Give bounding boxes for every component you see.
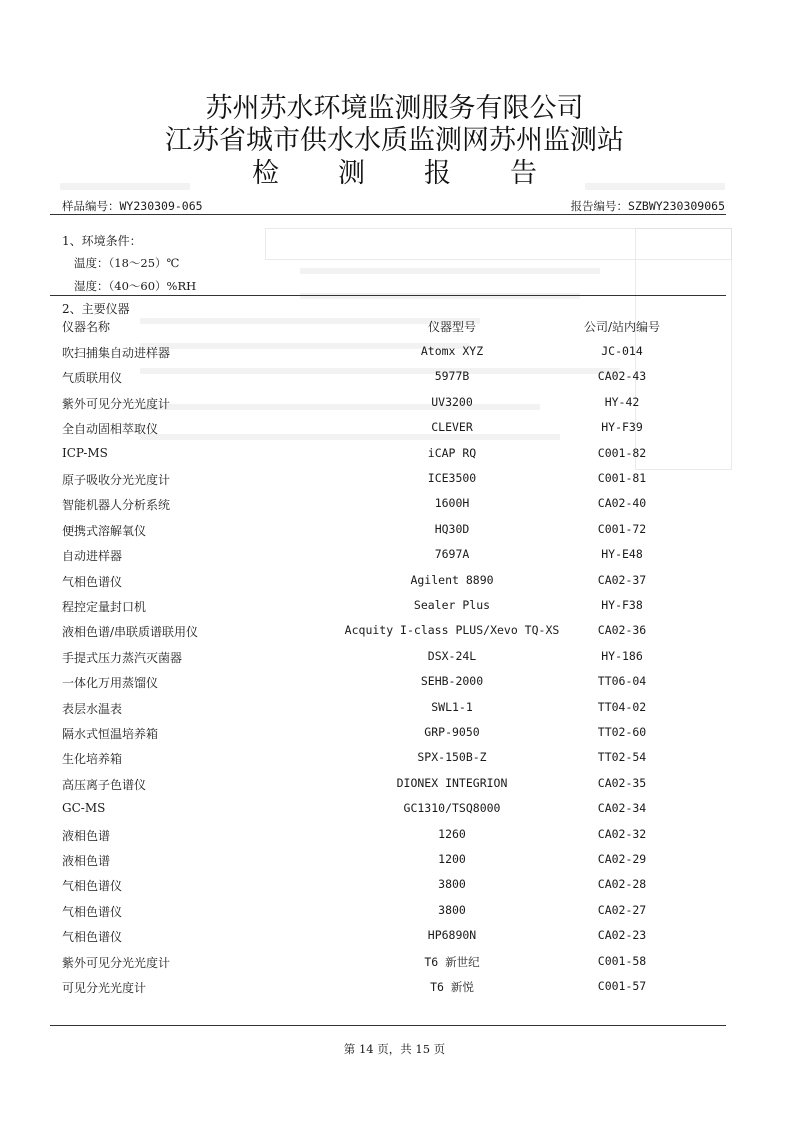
instrument-code: HY-F39 xyxy=(601,420,643,435)
instrument-model: GRP-9050 xyxy=(424,725,480,739)
instruments-heading: 2、主要仪器 xyxy=(62,302,130,316)
instrument-name: 液相色谱 xyxy=(62,854,111,868)
instrument-row xyxy=(62,674,725,692)
instrument-code: TT06-04 xyxy=(597,674,647,689)
instrument-row xyxy=(62,395,725,413)
instrument-model: 1260 xyxy=(438,826,466,841)
bleed-through-mark xyxy=(300,293,580,299)
instrument-table-header xyxy=(62,318,725,336)
sample-number: 样品编号：WY230309-065 xyxy=(62,199,203,213)
instrument-code: CA02-43 xyxy=(597,369,647,384)
instrument-name: 一体化万用蒸馏仪 xyxy=(62,676,159,691)
instrument-row xyxy=(62,369,725,387)
instrument-row xyxy=(62,954,725,972)
instrument-code: TT04-02 xyxy=(597,699,647,714)
instrument-model: Acquity I-class PLUS/Xevo TQ-XS xyxy=(344,623,560,638)
instrument-code: HY-F38 xyxy=(601,598,643,612)
column-header-model: 仪器型号 xyxy=(427,320,476,334)
instrument-code: HY-42 xyxy=(604,394,640,409)
instrument-name: 表层水温表 xyxy=(62,701,123,716)
instrument-model: iCAP RQ xyxy=(427,445,477,460)
report-title-char: 报 xyxy=(424,158,451,189)
instrument-name: 液相色谱/串联质谱联用仪 xyxy=(62,625,199,640)
instrument-name: 生化培养箱 xyxy=(62,752,123,767)
instrument-model: SPX-150B-Z xyxy=(417,750,487,765)
column-header-code: 公司/站内编号 xyxy=(583,320,661,334)
instrument-name: 气相色谱仪 xyxy=(62,574,123,589)
instrument-model: DIONEX INTEGRION xyxy=(396,775,508,790)
report-number: 报告编号：SZBWY230309065 xyxy=(570,199,725,213)
instrument-row xyxy=(62,852,725,870)
instrument-name: 气相色谱仪 xyxy=(62,879,123,894)
header-divider xyxy=(50,214,726,215)
instrument-model: 7697A xyxy=(434,547,470,562)
instrument-name: 紫外可见分光光度计 xyxy=(62,396,171,411)
instrument-name: 便携式溶解氧仪 xyxy=(62,523,147,538)
instrument-row xyxy=(62,420,725,438)
instrument-code: C001-57 xyxy=(597,979,647,993)
instrument-model: CLEVER xyxy=(431,420,473,435)
instrument-row xyxy=(62,827,725,845)
instrument-name: 液相色谱 xyxy=(62,828,111,843)
instrument-model: Sealer Plus xyxy=(413,598,491,612)
footer-divider xyxy=(50,1025,726,1026)
instrument-code: CA02-29 xyxy=(597,852,647,866)
instrument-row xyxy=(62,623,725,641)
report-title-char: 告 xyxy=(510,158,537,189)
instrument-code: C001-72 xyxy=(597,521,647,536)
instrument-model: 1200 xyxy=(438,852,466,866)
instrument-row xyxy=(62,979,725,997)
instrument-code: C001-81 xyxy=(597,471,647,485)
report-title-char: 测 xyxy=(338,158,365,189)
instrument-code: HY-E48 xyxy=(601,547,643,562)
instrument-row xyxy=(62,928,725,946)
instrument-row xyxy=(62,522,725,540)
instrument-code: C001-58 xyxy=(597,953,647,968)
report-title-char: 检 xyxy=(252,158,279,189)
instrument-row xyxy=(62,598,725,616)
instrument-code: CA02-36 xyxy=(597,623,647,638)
instrument-row xyxy=(62,471,725,489)
instrument-code: CA02-34 xyxy=(597,801,647,816)
instrument-model: Agilent 8890 xyxy=(410,572,494,587)
report-meta-row xyxy=(62,198,725,214)
page-number: 第 14 页，共 15 页 xyxy=(343,1042,446,1056)
organization-name: 苏州苏水环境监测服务有限公司 xyxy=(205,93,584,124)
instrument-model: T6 新悦 xyxy=(430,980,474,994)
instrument-model: 5977B xyxy=(434,369,470,384)
section-divider xyxy=(50,295,726,296)
instrument-row xyxy=(62,750,725,768)
instrument-model: SEHB-2000 xyxy=(420,674,484,689)
instrument-name: 高压离子色谱仪 xyxy=(62,777,147,792)
instrument-row xyxy=(62,776,725,794)
instrument-name: ICP-MS xyxy=(62,445,108,460)
instrument-row xyxy=(62,725,725,743)
bleed-through-mark xyxy=(300,268,600,274)
instrument-row xyxy=(62,496,725,514)
instrument-row xyxy=(62,344,725,362)
instrument-code: CA02-27 xyxy=(597,902,647,917)
instrument-row xyxy=(62,903,725,921)
instrument-name: 手提式压力蒸汽灭菌器 xyxy=(62,650,183,665)
instrument-name: 吹扫捕集自动进样器 xyxy=(62,346,171,360)
instrument-code: CA02-35 xyxy=(597,775,647,790)
instrument-code: HY-186 xyxy=(601,648,643,663)
instrument-name: 气相色谱仪 xyxy=(62,904,123,919)
instrument-code: CA02-40 xyxy=(597,496,647,511)
humidity-condition: 湿度：（40～60）%RH xyxy=(74,279,197,293)
instrument-model: Atomx XYZ xyxy=(420,344,484,358)
instrument-code: C001-82 xyxy=(597,445,647,460)
instrument-name: 隔水式恒温培养箱 xyxy=(62,727,159,741)
instrument-row xyxy=(62,700,725,718)
instrument-model: 1600H xyxy=(434,496,470,511)
instrument-row xyxy=(62,649,725,667)
instrument-name: 可见分光光度计 xyxy=(62,981,147,995)
instrument-model: GC1310/TSQ8000 xyxy=(403,801,501,816)
instrument-name: 气相色谱仪 xyxy=(62,930,123,945)
instrument-name: 原子吸收分光光度计 xyxy=(62,473,171,487)
environment-heading: 1、环境条件： xyxy=(62,234,142,248)
instrument-code: TT02-60 xyxy=(597,725,647,739)
instrument-name: 气质联用仪 xyxy=(62,371,123,386)
instrument-code: CA02-37 xyxy=(597,572,647,587)
instrument-model: HP6890N xyxy=(427,928,477,943)
report-title xyxy=(0,151,789,190)
instrument-row xyxy=(62,877,725,895)
temperature-condition: 温度：（18～25）℃ xyxy=(74,256,180,270)
instrument-name: 智能机器人分析系统 xyxy=(62,498,171,513)
instrument-name: 紫外可见分光光度计 xyxy=(62,955,171,970)
instrument-model: HQ30D xyxy=(434,521,470,536)
instrument-row xyxy=(62,573,725,591)
instrument-model: 3800 xyxy=(438,877,466,892)
instrument-code: JC-014 xyxy=(601,344,643,358)
instrument-name: 自动进样器 xyxy=(62,549,123,564)
column-header-name: 仪器名称 xyxy=(62,320,111,334)
instrument-row xyxy=(62,801,725,819)
instrument-model: ICE3500 xyxy=(427,471,477,485)
instrument-model: T6 新世纪 xyxy=(424,954,480,969)
instrument-row xyxy=(62,446,725,464)
instrument-code: TT02-54 xyxy=(597,750,647,765)
instrument-model: UV3200 xyxy=(431,394,473,409)
instrument-name: 程控定量封口机 xyxy=(62,600,147,614)
instrument-model: DSX-24L xyxy=(427,648,477,663)
instrument-model: SWL1-1 xyxy=(431,699,473,714)
instrument-row xyxy=(62,547,725,565)
instrument-code: CA02-28 xyxy=(597,877,647,892)
instrument-model: 3800 xyxy=(438,902,466,917)
instrument-name: 全自动固相萃取仪 xyxy=(62,422,159,437)
monitoring-station-name: 江苏省城市供水水质监测网苏州监测站 xyxy=(165,125,624,156)
instrument-name: GC-MS xyxy=(62,801,106,816)
instrument-code: CA02-32 xyxy=(597,826,647,841)
instrument-code: CA02-23 xyxy=(597,928,647,943)
